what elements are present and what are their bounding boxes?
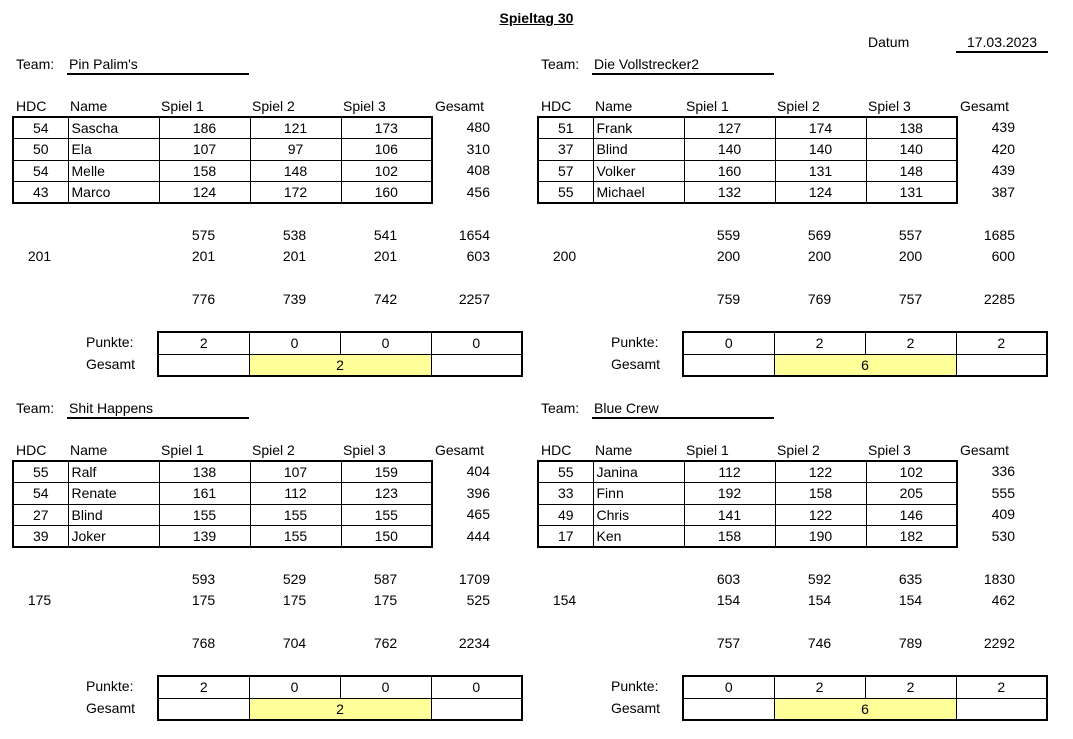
player-hdc: 51 [538, 117, 593, 139]
gesamt-punkte-label: Gesamt [611, 700, 661, 716]
grand-spiel1: 757 [716, 635, 741, 651]
punkte-total: 2 [956, 676, 1047, 698]
grand-spiel3: 762 [373, 635, 398, 651]
player-name: Finn [593, 483, 684, 505]
punkte-label: Punkte: [611, 334, 659, 350]
player-spiel2: 140 [775, 139, 866, 161]
player-name: Janina [593, 461, 684, 483]
hdc-spiel2: 154 [807, 592, 832, 608]
header-spiel3: Spiel 3 [343, 98, 386, 114]
sum-total: 1654 [458, 227, 490, 243]
grand-spiel2: 769 [807, 291, 832, 307]
player-spiel2: 155 [250, 504, 341, 526]
player-total: 439 [991, 119, 1015, 135]
table-row [13, 526, 432, 548]
hdc-total-sum: 462 [991, 592, 1015, 608]
hdc-spiel2: 200 [807, 248, 832, 264]
player-hdc: 54 [13, 160, 68, 182]
player-name: Ralf [68, 461, 159, 483]
hdc-spiel1: 200 [716, 248, 741, 264]
team-name: Shit Happens [67, 400, 249, 419]
player-name: Melle [68, 160, 159, 182]
player-spiel2: 155 [250, 526, 341, 548]
player-hdc: 50 [13, 139, 68, 161]
punkte-label: Punkte: [86, 678, 134, 694]
team-block-4 [537, 344, 1073, 717]
hdc-spiel2: 175 [282, 592, 307, 608]
punkte-label: Punkte: [86, 334, 134, 350]
player-spiel2: 172 [250, 182, 341, 204]
punkte-spiel2: 0 [249, 676, 340, 698]
player-hdc: 33 [538, 483, 593, 505]
player-spiel3: 102 [866, 461, 957, 483]
header-name: Name [595, 442, 633, 458]
player-spiel2: 107 [250, 461, 341, 483]
player-total: 456 [466, 184, 490, 200]
hdc-spiel1: 154 [716, 592, 741, 608]
table-row [538, 139, 957, 161]
punkte-spiel1: 2 [158, 332, 249, 354]
team-block-3 [12, 344, 552, 717]
sum-total: 1830 [983, 571, 1015, 587]
punkte-label: Punkte: [611, 678, 659, 694]
player-spiel1: 140 [684, 139, 775, 161]
hdc-spiel3: 201 [373, 248, 398, 264]
player-spiel3: 150 [341, 526, 432, 548]
player-hdc: 54 [13, 483, 68, 505]
player-spiel1: 192 [684, 483, 775, 505]
hdc-spiel1: 175 [191, 592, 216, 608]
player-spiel3: 131 [866, 182, 957, 204]
player-name: Blind [68, 504, 159, 526]
player-hdc: 55 [538, 182, 593, 204]
player-spiel3: 205 [866, 483, 957, 505]
header-hdc: HDC [16, 98, 47, 114]
header-spiel2: Spiel 2 [252, 98, 295, 114]
player-spiel2: 148 [250, 160, 341, 182]
table-row [538, 526, 957, 548]
player-total: 396 [466, 485, 490, 501]
player-spiel1: 155 [159, 504, 250, 526]
players-table [537, 460, 958, 548]
hdc-spiel3: 175 [373, 592, 398, 608]
player-spiel2: 190 [775, 526, 866, 548]
player-hdc: 55 [13, 461, 68, 483]
table-row [13, 139, 432, 161]
points-row [158, 676, 522, 698]
header-spiel1: Spiel 1 [686, 98, 729, 114]
player-total: 530 [991, 528, 1015, 544]
player-total: 555 [991, 485, 1015, 501]
punkte-spiel3: 0 [340, 332, 431, 354]
table-row [538, 117, 957, 139]
player-spiel2: 122 [775, 461, 866, 483]
hdc-spiel1: 201 [191, 248, 216, 264]
sum-spiel2: 569 [807, 227, 832, 243]
punkte-spiel1: 0 [683, 332, 774, 354]
player-spiel2: 121 [250, 117, 341, 139]
punkte-spiel3: 0 [340, 676, 431, 698]
player-spiel1: 158 [684, 526, 775, 548]
header-spiel1: Spiel 1 [161, 442, 204, 458]
player-hdc: 17 [538, 526, 593, 548]
player-total: 409 [991, 506, 1015, 522]
header-spiel3: Spiel 3 [868, 442, 911, 458]
player-name: Joker [68, 526, 159, 548]
gesamt-punkte: 2 [249, 698, 431, 720]
players-table [537, 116, 958, 204]
grand-spiel1: 776 [191, 291, 216, 307]
player-spiel3: 160 [341, 182, 432, 204]
sum-spiel1: 603 [716, 571, 741, 587]
team-block-2 [537, 0, 1073, 373]
player-name: Ela [68, 139, 159, 161]
sum-spiel1: 593 [191, 571, 216, 587]
player-spiel3: 155 [341, 504, 432, 526]
points-table [682, 675, 1048, 721]
header-gesamt: Gesamt [960, 98, 1010, 114]
hdc-total: 200 [552, 248, 577, 264]
player-total: 465 [466, 506, 490, 522]
header-name: Name [595, 98, 633, 114]
player-name: Sascha [68, 117, 159, 139]
table-row [13, 483, 432, 505]
hdc-total: 154 [552, 592, 577, 608]
player-hdc: 43 [13, 182, 68, 204]
hdc-total: 175 [27, 592, 52, 608]
gesamt-empty-cell [431, 698, 522, 720]
sum-spiel2: 592 [807, 571, 832, 587]
player-name: Michael [593, 182, 684, 204]
table-row [13, 160, 432, 182]
gesamt-punkte-label: Gesamt [611, 356, 661, 372]
player-name: Renate [68, 483, 159, 505]
player-spiel2: 122 [775, 504, 866, 526]
player-total: 404 [466, 463, 490, 479]
header-hdc: HDC [541, 442, 572, 458]
player-spiel2: 131 [775, 160, 866, 182]
punkte-spiel3: 2 [865, 676, 956, 698]
player-spiel1: 186 [159, 117, 250, 139]
punkte-spiel3: 2 [865, 332, 956, 354]
player-spiel1: 158 [159, 160, 250, 182]
header-gesamt: Gesamt [960, 442, 1010, 458]
hdc-total-sum: 525 [466, 592, 490, 608]
hdc-total-sum: 603 [466, 248, 490, 264]
player-spiel1: 124 [159, 182, 250, 204]
gesamt-punkte: 6 [774, 354, 956, 376]
player-name: Chris [593, 504, 684, 526]
grand-total: 2292 [983, 635, 1015, 651]
sum-spiel3: 557 [898, 227, 923, 243]
gesamt-empty-cell [158, 698, 249, 720]
team-name: Die Vollstrecker2 [592, 56, 774, 75]
player-spiel3: 159 [341, 461, 432, 483]
player-spiel2: 112 [250, 483, 341, 505]
sum-spiel1: 559 [716, 227, 741, 243]
header-spiel1: Spiel 1 [686, 442, 729, 458]
grand-total: 2234 [458, 635, 490, 651]
header-name: Name [70, 442, 108, 458]
grand-spiel3: 789 [898, 635, 923, 651]
sum-spiel3: 587 [373, 571, 398, 587]
gesamt-row [683, 698, 1047, 720]
grand-spiel2: 704 [282, 635, 307, 651]
team-label: Team: [541, 400, 580, 416]
player-spiel1: 112 [684, 461, 775, 483]
table-row [538, 461, 957, 483]
team-block-1 [12, 0, 552, 373]
player-spiel2: 97 [250, 139, 341, 161]
gesamt-punkte-label: Gesamt [86, 700, 136, 716]
player-spiel1: 127 [684, 117, 775, 139]
player-spiel3: 182 [866, 526, 957, 548]
punkte-total: 0 [431, 676, 522, 698]
grand-spiel2: 739 [282, 291, 307, 307]
player-spiel1: 132 [684, 182, 775, 204]
table-row [538, 483, 957, 505]
player-hdc: 39 [13, 526, 68, 548]
sum-spiel3: 635 [898, 571, 923, 587]
player-spiel3: 146 [866, 504, 957, 526]
player-total: 444 [466, 528, 490, 544]
header-hdc: HDC [16, 442, 47, 458]
player-spiel2: 174 [775, 117, 866, 139]
header-hdc: HDC [541, 98, 572, 114]
player-spiel1: 161 [159, 483, 250, 505]
sum-total: 1685 [983, 227, 1015, 243]
sum-spiel1: 575 [191, 227, 216, 243]
player-hdc: 27 [13, 504, 68, 526]
datum-label: Datum [868, 34, 910, 50]
hdc-total: 201 [27, 248, 52, 264]
grand-total: 2285 [983, 291, 1015, 307]
player-spiel3: 123 [341, 483, 432, 505]
team-label: Team: [16, 400, 55, 416]
points-table [157, 675, 523, 721]
player-hdc: 49 [538, 504, 593, 526]
player-spiel3: 106 [341, 139, 432, 161]
player-spiel1: 139 [159, 526, 250, 548]
header-spiel2: Spiel 2 [777, 442, 820, 458]
sum-spiel2: 538 [282, 227, 307, 243]
header-spiel3: Spiel 3 [343, 442, 386, 458]
player-total: 420 [991, 141, 1015, 157]
player-total: 480 [466, 119, 490, 135]
player-total: 408 [466, 162, 490, 178]
datum-value: 17.03.2023 [956, 34, 1048, 53]
player-hdc: 54 [13, 117, 68, 139]
header-spiel2: Spiel 2 [777, 98, 820, 114]
player-hdc: 55 [538, 461, 593, 483]
player-spiel2: 158 [775, 483, 866, 505]
player-name: Marco [68, 182, 159, 204]
sum-spiel3: 541 [373, 227, 398, 243]
header-name: Name [70, 98, 108, 114]
page-title: Spieltag 30 [499, 10, 574, 26]
player-total: 310 [466, 141, 490, 157]
grand-total: 2257 [458, 291, 490, 307]
player-spiel1: 138 [159, 461, 250, 483]
header-spiel2: Spiel 2 [252, 442, 295, 458]
table-row [13, 504, 432, 526]
hdc-spiel3: 200 [898, 248, 923, 264]
table-row [13, 182, 432, 204]
punkte-spiel1: 0 [683, 676, 774, 698]
punkte-spiel2: 2 [774, 676, 865, 698]
grand-spiel3: 742 [373, 291, 398, 307]
player-spiel3: 173 [341, 117, 432, 139]
gesamt-punkte-label: Gesamt [86, 356, 136, 372]
team-label: Team: [541, 56, 580, 72]
player-name: Frank [593, 117, 684, 139]
hdc-total-sum: 600 [991, 248, 1015, 264]
punkte-total: 2 [956, 332, 1047, 354]
player-spiel3: 148 [866, 160, 957, 182]
hdc-spiel2: 201 [282, 248, 307, 264]
gesamt-row [158, 698, 522, 720]
sum-total: 1709 [458, 571, 490, 587]
grand-spiel1: 759 [716, 291, 741, 307]
player-spiel3: 102 [341, 160, 432, 182]
hdc-spiel3: 154 [898, 592, 923, 608]
grand-spiel2: 746 [807, 635, 832, 651]
player-spiel1: 107 [159, 139, 250, 161]
punkte-spiel2: 2 [774, 332, 865, 354]
gesamt-punkte: 6 [774, 698, 956, 720]
player-hdc: 37 [538, 139, 593, 161]
player-spiel1: 141 [684, 504, 775, 526]
punkte-spiel1: 2 [158, 676, 249, 698]
punkte-spiel2: 0 [249, 332, 340, 354]
player-spiel3: 140 [866, 139, 957, 161]
player-name: Ken [593, 526, 684, 548]
header-gesamt: Gesamt [435, 98, 485, 114]
table-row [538, 160, 957, 182]
grand-spiel3: 757 [898, 291, 923, 307]
header-gesamt: Gesamt [435, 442, 485, 458]
gesamt-punkte: 2 [249, 354, 431, 376]
player-total: 336 [991, 463, 1015, 479]
player-name: Volker [593, 160, 684, 182]
table-row [13, 117, 432, 139]
table-row [538, 182, 957, 204]
player-spiel2: 124 [775, 182, 866, 204]
header-spiel1: Spiel 1 [161, 98, 204, 114]
players-table [12, 116, 433, 204]
team-name: Pin Palim's [67, 56, 249, 75]
header-spiel3: Spiel 3 [868, 98, 911, 114]
gesamt-empty-cell [683, 698, 774, 720]
player-hdc: 57 [538, 160, 593, 182]
table-row [538, 504, 957, 526]
player-spiel1: 160 [684, 160, 775, 182]
team-name: Blue Crew [592, 400, 774, 419]
gesamt-empty-cell [956, 698, 1047, 720]
players-table [12, 460, 433, 548]
player-name: Blind [593, 139, 684, 161]
points-row [683, 676, 1047, 698]
player-total: 387 [991, 184, 1015, 200]
punkte-total: 0 [431, 332, 522, 354]
player-total: 439 [991, 162, 1015, 178]
sum-spiel2: 529 [282, 571, 307, 587]
player-spiel3: 138 [866, 117, 957, 139]
team-label: Team: [16, 56, 55, 72]
table-row [13, 461, 432, 483]
grand-spiel1: 768 [191, 635, 216, 651]
